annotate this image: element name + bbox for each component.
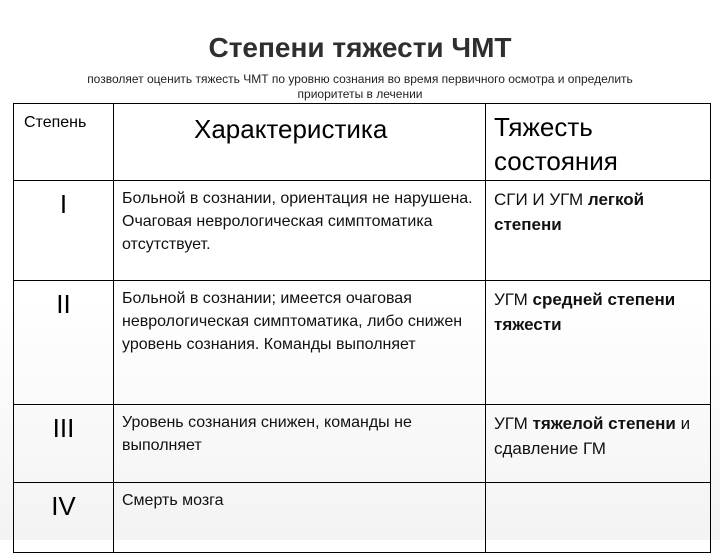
severity-bold-text: легкой степени (494, 190, 645, 234)
table-header-row (14, 104, 711, 181)
slide-subtitle: позволяет оценить тяжесть ЧМТ по уровню сознания во время первичного осмотра и определить приоритеты в лечении (87, 72, 633, 101)
table-row (14, 483, 711, 553)
description-cell: Больной в сознании; имеется очаговая неврологическая симптоматика, либо снижен уровень сознания. Команды выполняет (114, 281, 486, 405)
header-degree: Степень (14, 104, 114, 181)
header-characteristic: Характеристика (114, 104, 486, 181)
severity-normal-text: УГМ (494, 290, 533, 309)
table-row (14, 405, 711, 483)
slide-title: Степени тяжести ЧМТ (208, 32, 512, 63)
header-severity: Тяжесть состояния (486, 104, 711, 181)
table-row (14, 281, 711, 405)
degree-cell: I (14, 181, 114, 281)
severity-normal-text: УГМ (494, 414, 533, 433)
severity-cell (486, 405, 711, 483)
severity-bold-text: средней степени тяжести (494, 290, 676, 334)
severity-bold-text: тяжелой степени (532, 414, 676, 433)
severity-normal-text: СГИ И УГМ (494, 190, 588, 209)
table-row (14, 181, 711, 281)
severity-cell (486, 483, 711, 553)
severity-cell (486, 281, 711, 405)
description-cell: Смерть мозга (114, 483, 486, 553)
description-cell: Уровень сознания снижен, команды не выполняет (114, 405, 486, 483)
degree-cell: III (14, 405, 114, 483)
description-cell: Больной в сознании, ориентация не нарушена. Очаговая неврологическая симптоматика отсутствует. (114, 181, 486, 281)
degree-cell: IV (14, 483, 114, 553)
degree-cell: II (14, 281, 114, 405)
severity-cell (486, 181, 711, 281)
severity-after-text: и сдавление ГМ (494, 414, 691, 458)
severity-table (13, 103, 711, 553)
